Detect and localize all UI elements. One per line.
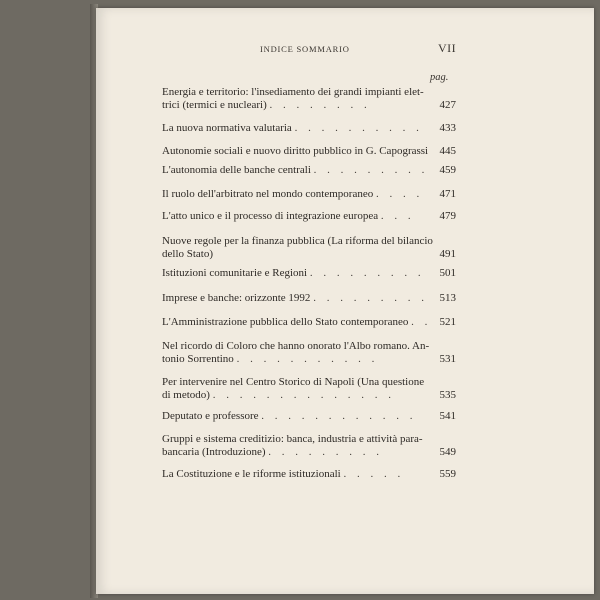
toc-entry-line: Autonomie sociali e nuovo diritto pubblico in G. Capograssi bbox=[162, 145, 429, 157]
toc-entry-line: Per intervenire nel Centro Storico di Napoli (Una questione bbox=[162, 376, 425, 388]
toc-page-number: 535 bbox=[439, 389, 456, 401]
toc-page-number: 459 bbox=[439, 164, 456, 176]
toc-entry bbox=[162, 235, 456, 261]
toc-page-number: 433 bbox=[439, 122, 456, 134]
toc-entry-line: L'atto unico e il processo di integrazione europea bbox=[162, 210, 379, 222]
toc-entry bbox=[162, 122, 456, 135]
toc-entry bbox=[162, 188, 456, 201]
toc-page-number: 521 bbox=[439, 316, 456, 328]
leader-dots: . . . . . bbox=[343, 468, 405, 480]
running-head: INDICE SOMMARIO bbox=[260, 44, 350, 54]
toc-entry-line: Nel ricordo di Coloro che hanno onorato l'Albo romano. An- bbox=[162, 340, 430, 352]
leader-dots: . . . . . . . . . bbox=[309, 267, 425, 279]
toc-entry bbox=[162, 145, 456, 158]
toc-page-number: 427 bbox=[439, 99, 456, 111]
page-folio: VII bbox=[438, 41, 457, 55]
pag-column-label: pag. bbox=[430, 72, 449, 83]
toc-entry-line: L'autonomia delle banche centrali bbox=[162, 164, 311, 176]
toc-entry-line: Imprese e banche: orizzonte 1992 bbox=[162, 292, 311, 304]
toc-entry bbox=[162, 164, 456, 177]
toc-entry-line: bancaria (Introduzione) bbox=[162, 446, 266, 458]
toc-entry-line: La nuova normativa valutaria bbox=[162, 122, 292, 134]
leader-dots: . . bbox=[411, 316, 432, 328]
toc-entry bbox=[162, 86, 456, 112]
toc-page-number: 531 bbox=[439, 353, 456, 365]
toc-entry bbox=[162, 210, 456, 223]
toc-entry-line: La Costituzione e le riforme istituzionali bbox=[162, 468, 341, 480]
toc-entry-line: Gruppi e sistema creditizio: banca, industria e attività para- bbox=[162, 433, 423, 445]
toc-entry bbox=[162, 468, 456, 481]
toc-entry-line: tonio Sorrentino bbox=[162, 353, 234, 365]
toc-entry-line: Il ruolo dell'arbitrato nel mondo contemporaneo bbox=[162, 188, 374, 200]
toc-entry-line: di metodo) bbox=[162, 389, 210, 401]
toc-entry-line: Istituzioni comunitarie e Regioni bbox=[162, 267, 308, 279]
toc-entry-line: Nuove regole per la finanza pubblica (La riforma del bilancio bbox=[162, 235, 433, 247]
toc-entry-line: dello Stato) bbox=[162, 248, 214, 260]
leader-dots: . . . . . . . . . bbox=[313, 292, 428, 304]
toc-entry bbox=[162, 340, 456, 366]
toc-entry-line: trici (termici e nucleari) bbox=[162, 99, 267, 111]
leader-dots: . . . . . . . . . bbox=[313, 164, 429, 176]
leader-dots: . . . . . . . . . . . . . . bbox=[212, 389, 395, 401]
toc-page-number: 471 bbox=[439, 188, 456, 200]
toc-page-number: 559 bbox=[439, 468, 456, 480]
toc-page-number: 549 bbox=[439, 446, 456, 458]
toc-entry bbox=[162, 376, 456, 402]
leader-dots: . . . . . . . . . bbox=[268, 446, 384, 458]
toc-page-number: 513 bbox=[439, 292, 456, 304]
toc-page-number: 501 bbox=[439, 267, 456, 279]
toc-entry-line: Energia e territorio: l'insediamento dei grandi impianti elet- bbox=[162, 86, 424, 98]
leader-dots: . . . bbox=[380, 210, 415, 222]
leader-dots: . . . . . . . . . . bbox=[294, 122, 423, 134]
leader-dots: . . . . bbox=[375, 188, 424, 200]
toc-entry bbox=[162, 292, 456, 305]
toc-entry bbox=[162, 410, 456, 423]
toc-page-number: 479 bbox=[439, 210, 456, 222]
toc-page-number: 541 bbox=[439, 410, 456, 422]
leader-dots: . . . . . . . . . . . . bbox=[261, 410, 417, 422]
toc-entry bbox=[162, 316, 456, 329]
toc-entry-line: L'Amministrazione pubblica dello Stato contemporaneo bbox=[162, 316, 409, 328]
toc-entry bbox=[162, 433, 456, 459]
toc-page-number: 445 bbox=[439, 145, 456, 157]
toc-page-number: 491 bbox=[439, 248, 456, 260]
leader-dots: . . . . . . . . . . . bbox=[236, 353, 379, 365]
leader-dots: . . . . . . . . bbox=[269, 99, 371, 111]
toc-entry bbox=[162, 267, 456, 280]
toc-entry-line: Deputato e professore bbox=[162, 410, 259, 422]
